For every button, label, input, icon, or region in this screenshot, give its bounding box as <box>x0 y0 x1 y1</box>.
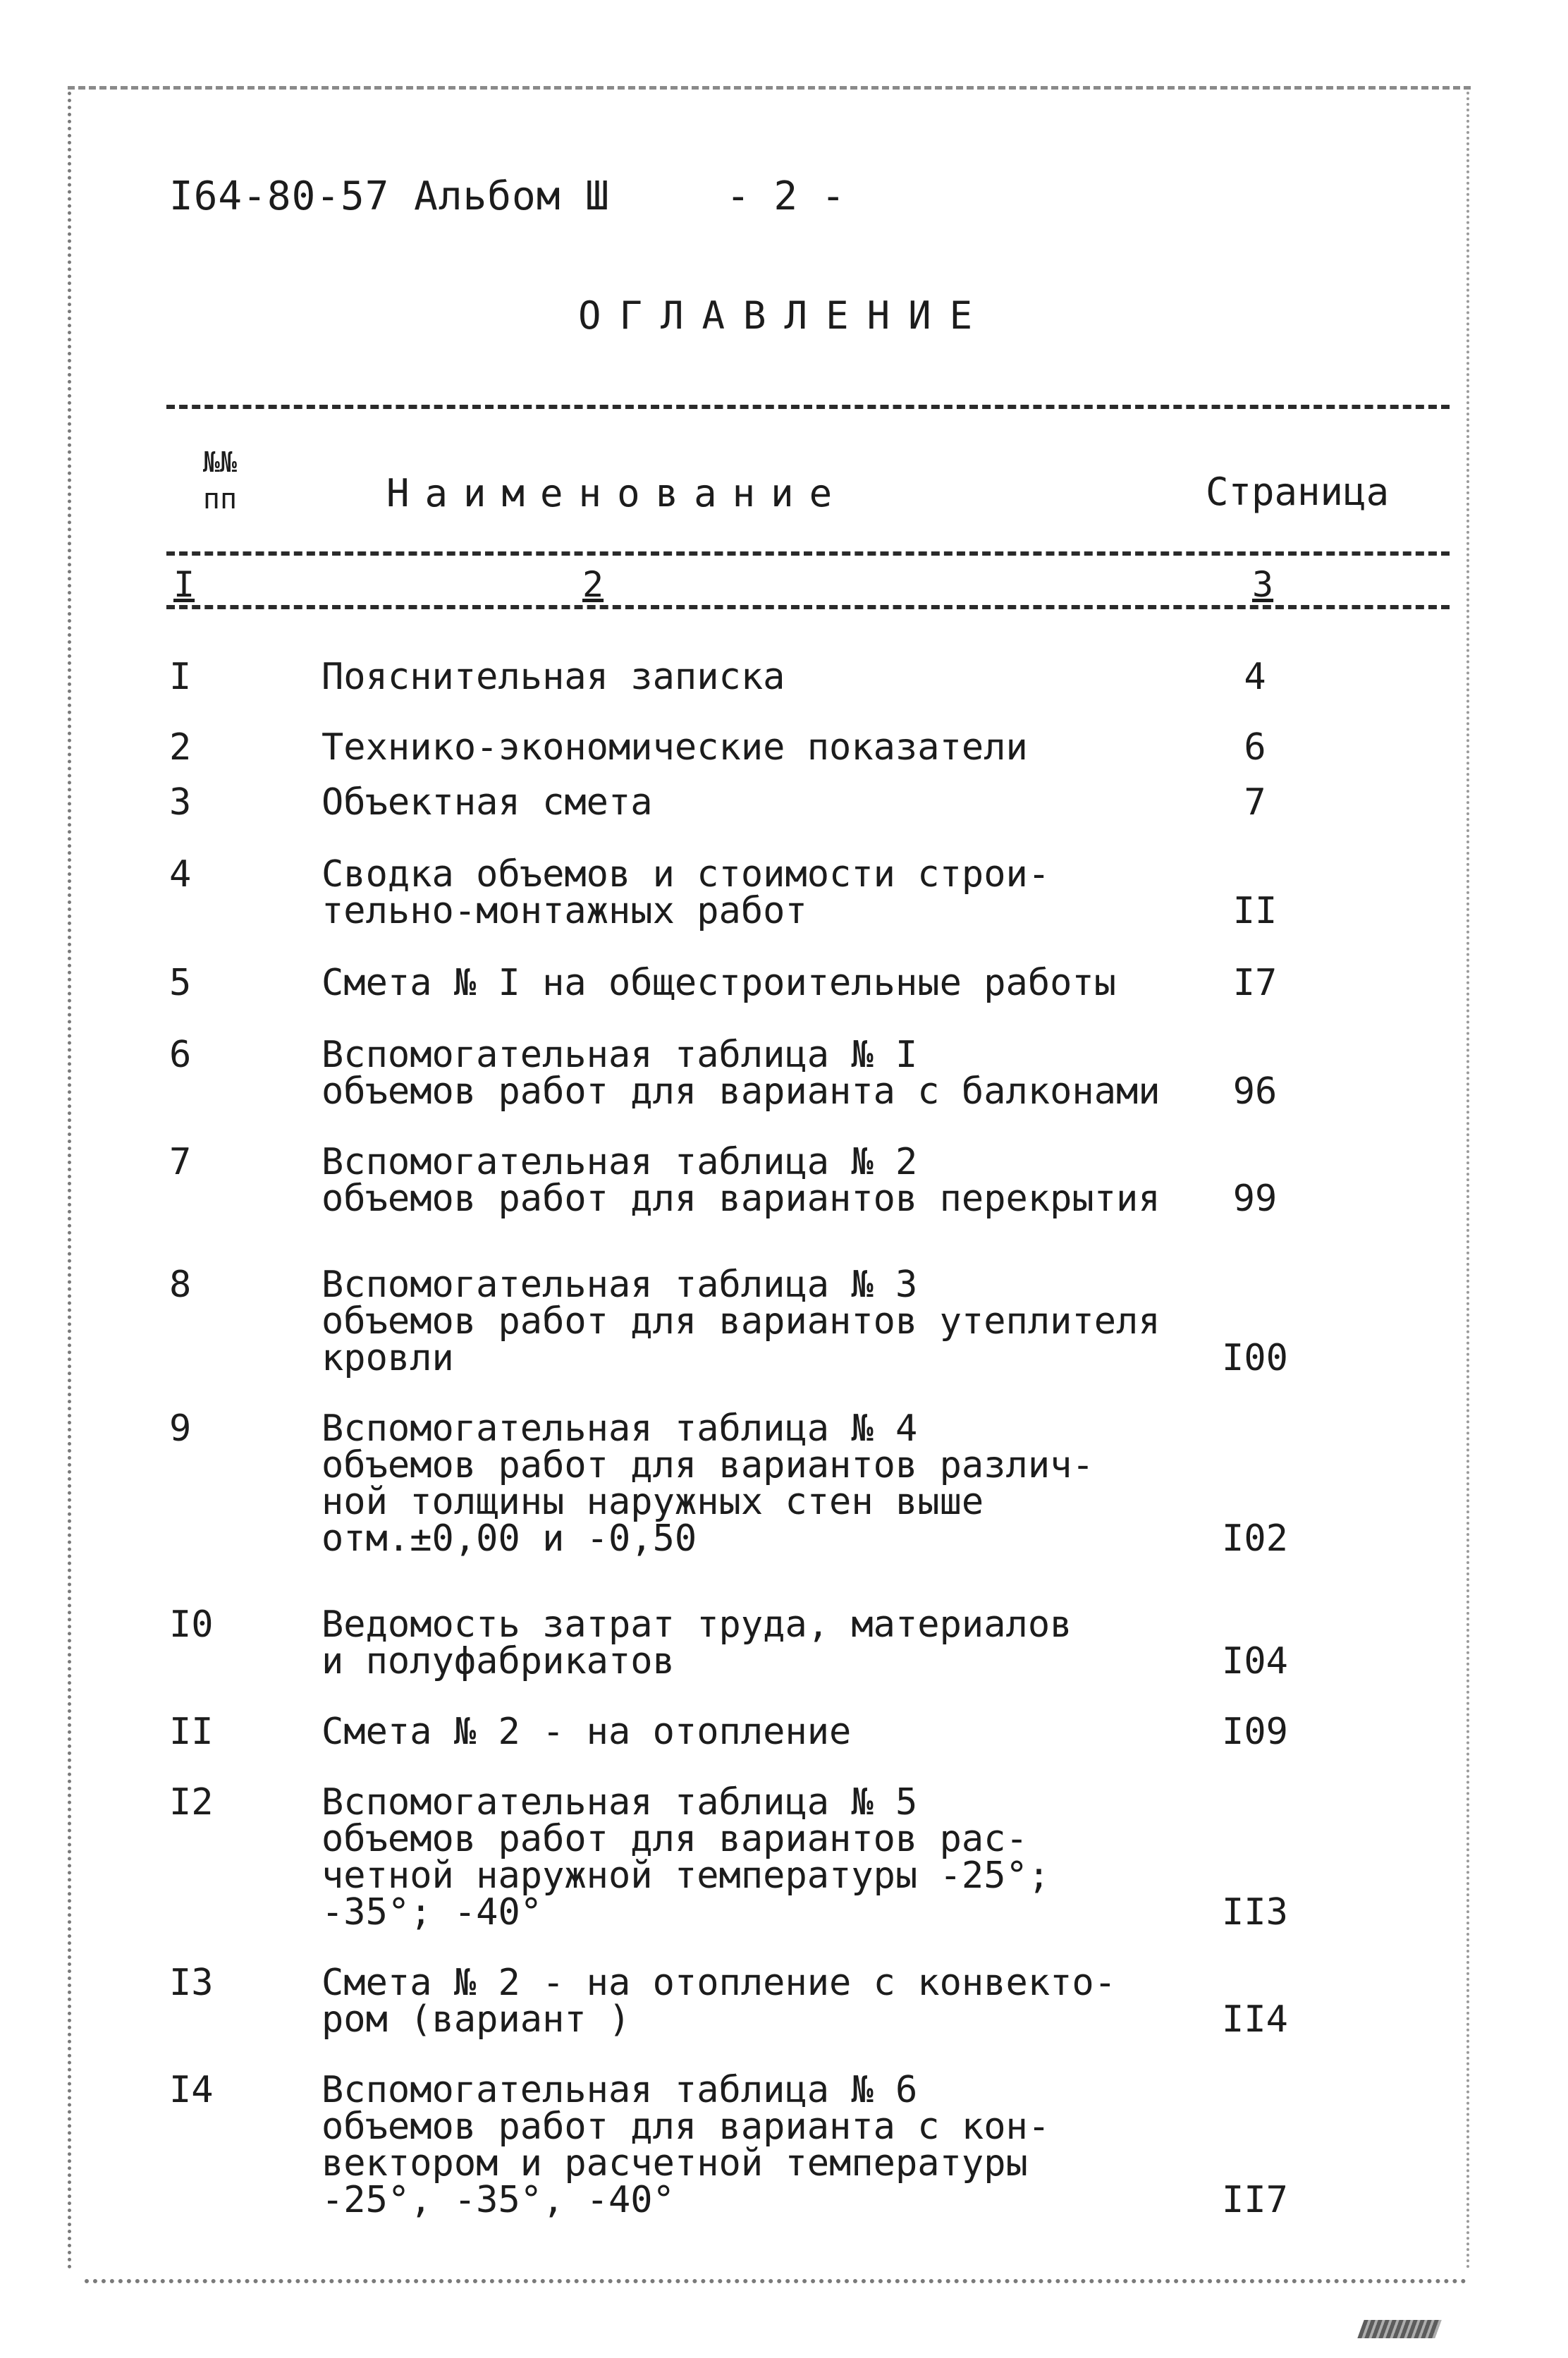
table-top-rule <box>166 405 1450 409</box>
toc-row-title: Смета № 2 - на отопление с конвекто- ром (вариант ) <box>321 1962 1117 2041</box>
page-frame-bottom <box>85 2279 1466 2283</box>
toc-row-number: I0 <box>169 1603 214 1646</box>
column-numbers-rule <box>166 605 1450 609</box>
page-frame-right <box>1466 92 1469 2271</box>
toc-row-page: II3 <box>1222 1891 1288 1934</box>
toc-row-number: 6 <box>169 1034 192 1076</box>
toc-row-page: 7 <box>1244 781 1266 824</box>
toc-row-number: II <box>169 1711 214 1753</box>
column-number-2: 2 <box>582 564 604 605</box>
toc-row-number: 4 <box>169 853 192 896</box>
column-header-page: Страница <box>1206 470 1390 514</box>
scan-mark <box>1357 2320 1441 2338</box>
toc-row-number: I3 <box>169 1962 214 2004</box>
toc-row-title: Ведомость затрат труда, материалов и полуфабрикатов <box>321 1603 1072 1682</box>
toc-row-page: 96 <box>1232 1070 1278 1113</box>
toc-row-page: I00 <box>1222 1337 1288 1379</box>
toc-row-number: 9 <box>169 1407 192 1450</box>
toc-row-page: 4 <box>1244 656 1266 698</box>
column-number-1: I <box>173 564 195 605</box>
page-title: ОГЛАВЛЕНИЕ <box>578 293 991 338</box>
toc-row-title: Вспомогательная таблица № I объемов работ для варианта с балконами <box>321 1034 1160 1113</box>
toc-row-page: I09 <box>1222 1711 1288 1753</box>
toc-row-title: Вспомогательная таблица № 5 объемов работ для вариантов рас- четной наружной температуры -25°; -35°; -40° <box>321 1781 1051 1934</box>
toc-row-page: II4 <box>1222 1998 1288 2041</box>
page-frame-top <box>68 86 1471 90</box>
toc-row-page: I04 <box>1222 1640 1288 1682</box>
toc-row-page: II7 <box>1222 2179 1288 2221</box>
toc-row-page: I02 <box>1222 1517 1288 1560</box>
toc-row-number: 3 <box>169 781 192 824</box>
toc-row-title: Вспомогательная таблица № 3 объемов работ для вариантов утеплителя кровли <box>321 1264 1160 1379</box>
toc-row-number: 5 <box>169 962 192 1004</box>
toc-row-number: 8 <box>169 1264 192 1306</box>
toc-row-title: Вспомогательная таблица № 6 объемов работ для варианта с кон- вектором и расчетной температуры -25°, -35°, -40° <box>321 2069 1051 2221</box>
toc-row-page: 99 <box>1232 1178 1278 1220</box>
toc-row-title: Вспомогательная таблица № 2 объемов работ для вариантов перекрытия <box>321 1141 1160 1220</box>
toc-row-title: Сводка объемов и стоимости строи- тельно-монтажных работ <box>321 853 1051 932</box>
toc-row-number: 7 <box>169 1141 192 1183</box>
toc-row-number: I4 <box>169 2069 214 2111</box>
document-code: I64-80-57 Альбом Ш <box>169 173 610 219</box>
toc-row-title: Объектная смета <box>321 781 653 824</box>
toc-row-page: 6 <box>1244 726 1266 769</box>
toc-row-number: I <box>169 656 192 698</box>
toc-row-title: Смета № I на общестроительные работы <box>321 962 1117 1004</box>
toc-row-page: II <box>1232 890 1278 932</box>
toc-row-title: Смета № 2 - на отопление <box>321 1711 852 1753</box>
header-bottom-rule <box>166 551 1450 556</box>
toc-row-page: I7 <box>1232 962 1278 1004</box>
toc-row-title: Вспомогательная таблица № 4 объемов работ для вариантов различ- ной толщины наружных стен выше отм.±0,00 и -0,50 <box>321 1407 1094 1560</box>
column-header-name: Наименование <box>386 471 848 515</box>
toc-row-title: Пояснительная записка <box>321 656 785 698</box>
column-number-3: 3 <box>1252 564 1274 605</box>
toc-row-number: I2 <box>169 1781 214 1824</box>
column-header-number: №№ пп <box>202 446 238 515</box>
page-number: - 2 - <box>726 173 845 219</box>
toc-row-number: 2 <box>169 726 192 769</box>
toc-row-title: Технико-экономические показатели <box>321 726 1028 769</box>
page-frame-left <box>68 92 71 2271</box>
